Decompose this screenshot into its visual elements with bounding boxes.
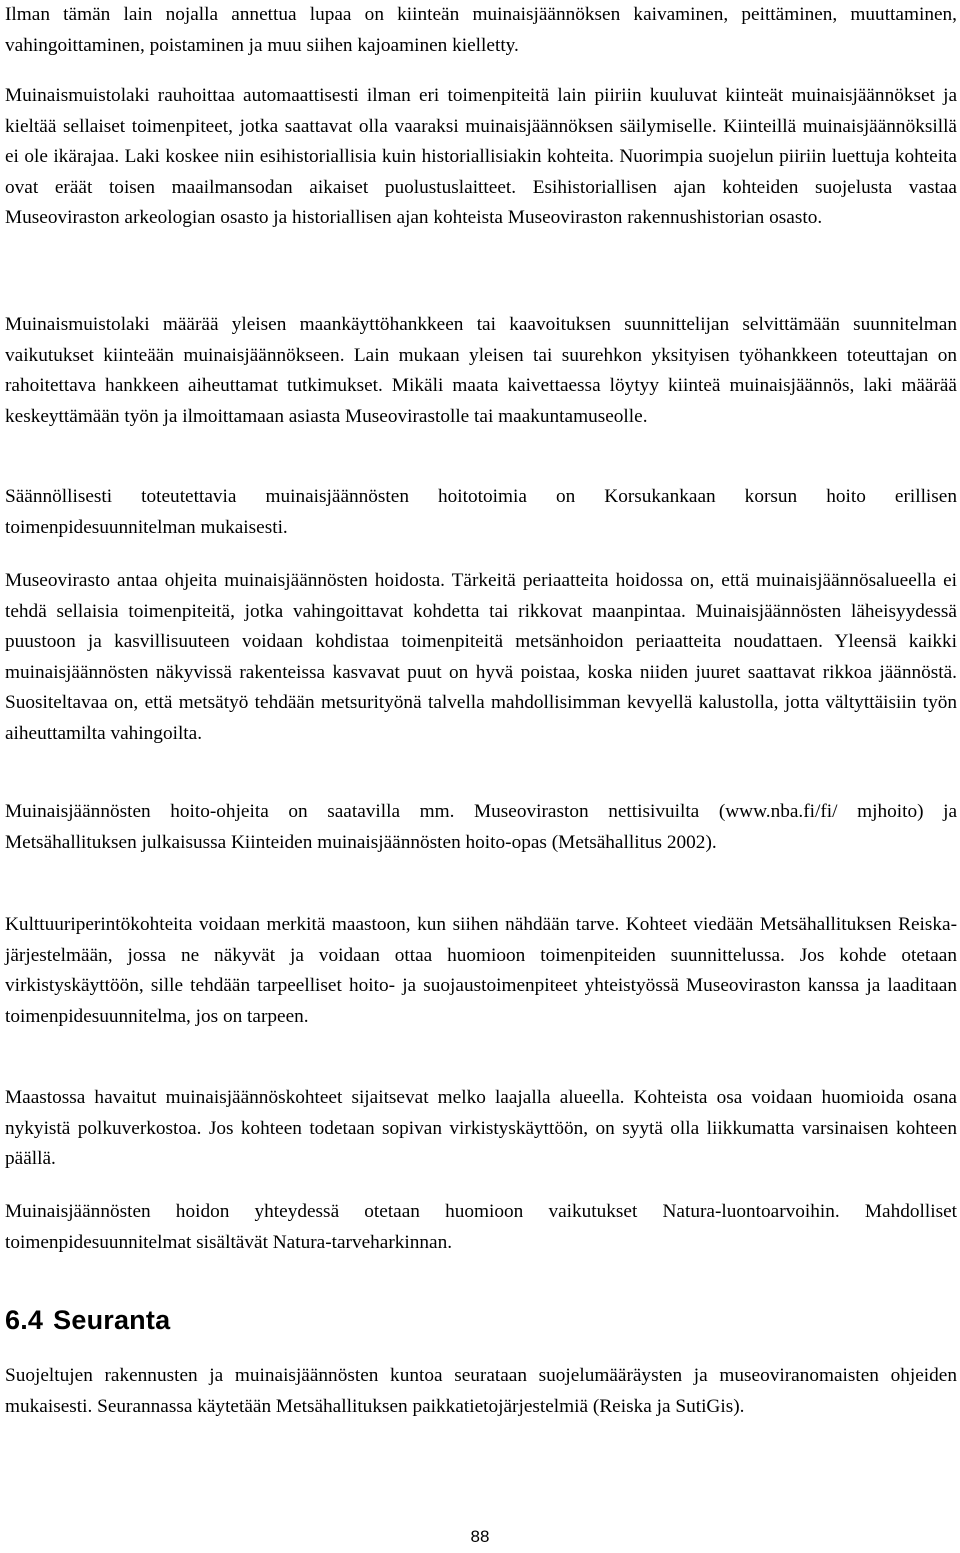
paragraph-care-principles: Museovirasto antaa ohjeita muinaisjäännösten hoidosta. Tärkeitä periaatteita hoidossa on, että muinaisjäännösalueella ei tehdä sellaisia toimenpiteitä, jotka vahingoittavat kohdetta tai rikkovat maanpintaa. Muinaisjäännösten läheisyydessä puustoon ja kasvillisuuteen voidaan kohdistaa toimenpiteitä metsänhoidon periaatteita noudattaen. Yleensä kaikki muinaisjäännösten näkyvissä rakenteissa kasvavat puut on hyvä poistaa, koska niiden juuret saattavat rikkoa jäännöstä. Suositeltavaa on, että metsätyö tehdään metsurityönä talvella mahdollisimman kevyellä kalustolla, jotta vältyttäisiin työn aiheuttamilta vahingoilta. — [5, 570, 957, 744]
section-title: Seuranta — [53, 1305, 171, 1335]
paragraph-monitoring: Suojeltujen rakennusten ja muinaisjäännösten kuntoa seurataan suojelumääräysten ja museoviranomaisten ohjeiden mukaisesti. Seurannassa käytetään Metsähallituksen paikkatietojärjestelmiä (Reiska ja SutiGis). — [5, 1365, 957, 1417]
paragraph-site-locations: Maastossa havaitut muinaisjäännöskohteet sijaitsevat melko laajalla alueella. Kohteista osa voidaan huomioida osana nykyistä polkuverkostoa. Jos kohteen todetaan sopivan virkistyskäyttöön, on syytä olla liikkumatta varsinaisen kohteen päällä. — [5, 1087, 957, 1170]
page-number: 88 — [470, 1527, 490, 1546]
paragraph-regular-maintenance: Säännöllisesti toteutettavia muinaisjäännösten hoitotoimia on Korsukankaan korsun hoito erillisen toimenpidesuunnitelman mukaisesti. — [5, 486, 957, 538]
paragraph-permit-prohibition: Ilman tämän lain nojalla annettua lupaa on kiinteän muinaisjäännöksen kaivaminen, peittäminen, muuttaminen, vahingoittaminen, poistaminen ja muu siihen kajoaminen kielletty. — [5, 4, 957, 56]
section-number: 6.4 — [5, 1305, 44, 1335]
paragraph-land-use-impact: Muinaismuistolaki määrää yleisen maankäyttöhankkeen tai kaavoituksen suunnittelijan selvittämään suunnitelman vaikutukset kiinteään muinaisjäännökseen. Lain mukaan yleisen tai suurehkon yksityisen työhankkeen toteuttajan on rahoitettava hankkeen aiheuttamat tutkimukset. Mikäli maata kaivettaessa löytyy kiinteä muinaisjäännös, laki määrää keskeyttämään työn ja ilmoittamaan asiasta Museovirastolle tai maakuntamuseolle. — [5, 314, 957, 427]
paragraph-site-marking: Kulttuuriperintökohteita voidaan merkitä maastoon, kun siihen nähdään tarve. Kohteet viedään Metsähallituksen Reiska-järjestelmään, jossa ne näkyvät ja voidaan ottaa huomioon toimenpiteiden suunnittelussa. Jos kohde otetaan virkistyskäyttöön, sille tehdään tarpeelliset hoito- ja suojaustoimenpiteet yhteistyössä Museoviraston kanssa ja laaditaan toimenpidesuunnitelma, jos on tarpeen. — [5, 914, 957, 1027]
paragraph-care-guidelines-sources: Muinaisjäännösten hoito-ohjeita on saatavilla mm. Museoviraston nettisivuilta (www.nba.fi/fi/ mjhoito) ja Metsähallituksen julkaisussa Kiinteiden muinaisjäännösten hoito-opas (Metsähallitus 2002). — [5, 801, 957, 853]
paragraph-natura-impacts: Muinaisjäännösten hoidon yhteydessä otetaan huomioon vaikutukset Natura-luontoarvoihin. Mahdolliset toimenpidesuunnitelmat sisältävät Natura-tarveharkinnan. — [5, 1201, 957, 1253]
paragraph-antiquities-act-protection: Muinaismuistolaki rauhoittaa automaattisesti ilman eri toimenpiteitä lain piiriin kuuluvat kiinteät muinaisjäännökset ja kieltää sellaiset toimenpiteet, jotka saattavat olla vaaraksi muinaisjäännöksen säilymiselle. Kiinteillä muinaisjäännöksillä ei ole ikärajaa. Laki koskee niin esihistoriallisia kuin historiallisiakin kohteita. Nuorimpia suojelun piiriin luettuja kohteita ovat eräät toisen maailmansodan aikaiset puolustuslaitteet. Esihistoriallisen ajan kohteiden suojelusta vastaa Museoviraston arkeologian osasto ja historiallisen ajan kohteista Museoviraston rakennushistorian osasto. — [5, 85, 957, 229]
section-heading — [5, 1300, 170, 1340]
